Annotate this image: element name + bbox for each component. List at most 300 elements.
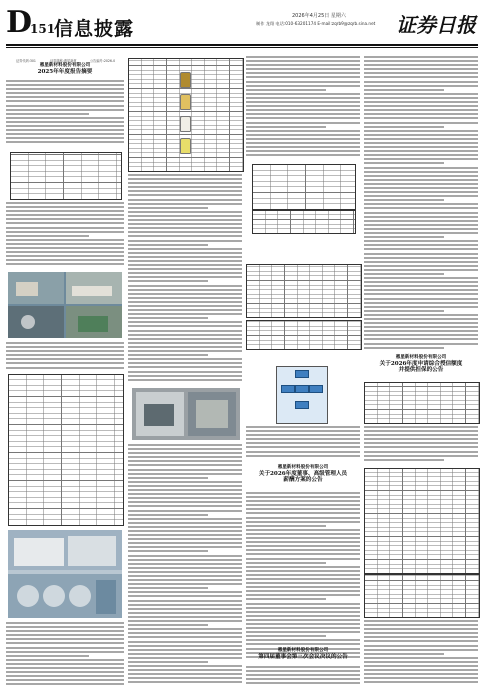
- text-line: [128, 489, 242, 491]
- text-line: [364, 334, 478, 336]
- body-text: [246, 426, 360, 459]
- text-line: [128, 366, 242, 368]
- text-line: [6, 255, 124, 257]
- text-line: [364, 269, 478, 271]
- text-line: [364, 669, 478, 671]
- text-line: [6, 141, 124, 143]
- text-line: [364, 68, 478, 70]
- text-line: [246, 590, 360, 592]
- text-line: [6, 346, 124, 348]
- text-line: [246, 130, 360, 132]
- text-line: [364, 187, 478, 189]
- text-line: [364, 281, 478, 283]
- text-line: [128, 628, 242, 630]
- text-line: [364, 273, 444, 275]
- shareholder-table: [246, 320, 362, 350]
- text-line: [6, 84, 124, 86]
- text-line: [246, 594, 360, 596]
- text-line: [246, 68, 360, 70]
- text-line: [128, 510, 242, 512]
- text-line: [364, 253, 478, 255]
- text-line: [6, 117, 124, 119]
- text-line: [246, 666, 360, 668]
- text-line: [128, 608, 242, 610]
- text-line: [364, 122, 478, 124]
- stock-abbr: 证券简称:惠星新材: [50, 59, 77, 63]
- text-line: [364, 232, 478, 234]
- text-line: [364, 338, 478, 340]
- text-line: [246, 635, 326, 637]
- notice-title-line1: 关于2026年度董事、高级管理人员: [258, 471, 348, 477]
- text-line: [364, 314, 478, 316]
- text-line: [128, 632, 242, 634]
- text-line: [246, 97, 360, 99]
- text-line: [364, 302, 478, 304]
- text-line: [246, 643, 360, 645]
- diagram-node: [309, 385, 323, 393]
- text-line: [128, 579, 242, 581]
- text-line: [246, 430, 360, 432]
- text-line: [246, 451, 360, 453]
- text-line: [128, 215, 242, 217]
- text-line: [6, 231, 124, 233]
- text-line: [364, 85, 478, 87]
- text-line: [246, 138, 360, 140]
- text-line: [128, 587, 208, 589]
- text-line: [128, 342, 242, 344]
- text-line: [6, 121, 124, 123]
- text-line: [6, 655, 89, 657]
- text-line: [6, 227, 124, 229]
- text-line: [364, 306, 478, 308]
- text-line: [128, 362, 242, 364]
- text-line: [6, 137, 124, 139]
- company-name: 惠星新材料股份有限公司: [39, 63, 91, 68]
- text-line: [246, 109, 360, 111]
- text-line: [128, 190, 242, 192]
- text-line: [246, 562, 326, 564]
- text-line: [246, 442, 360, 444]
- text-line: [128, 252, 242, 254]
- text-line: [364, 318, 478, 320]
- text-line: [6, 133, 124, 135]
- text-line: [246, 113, 360, 115]
- body-text: [364, 426, 478, 463]
- text-line: [128, 563, 242, 565]
- body-text: [246, 56, 360, 158]
- text-line: [128, 248, 242, 250]
- text-line: [6, 626, 124, 628]
- text-line: [364, 277, 478, 279]
- text-line: [6, 88, 124, 90]
- text-line: [364, 195, 478, 197]
- text-line: [128, 346, 242, 348]
- text-line: [364, 347, 444, 349]
- text-line: [246, 525, 326, 527]
- text-line: [246, 81, 360, 83]
- text-line: [364, 343, 478, 345]
- body-text: [246, 666, 360, 686]
- text-line: [128, 448, 242, 450]
- text-line: [364, 330, 478, 332]
- text-line: [128, 452, 242, 454]
- text-line: [128, 354, 208, 356]
- text-line: [364, 624, 478, 626]
- text-line: [6, 622, 124, 624]
- text-line: [246, 553, 360, 555]
- text-line: [246, 93, 360, 95]
- text-line: [364, 261, 478, 263]
- text-line: [246, 146, 360, 148]
- text-line: [128, 612, 242, 614]
- text-line: [364, 101, 478, 103]
- text-line: [364, 183, 478, 185]
- text-line: [364, 681, 478, 683]
- text-line: [364, 645, 478, 647]
- text-line: [128, 493, 242, 495]
- text-line: [6, 358, 124, 360]
- text-line: [364, 117, 478, 119]
- text-line: [246, 438, 360, 440]
- text-line: [6, 113, 89, 115]
- body-text: [246, 492, 360, 660]
- text-line: [364, 76, 478, 78]
- text-line: [364, 154, 478, 156]
- text-line: [128, 681, 242, 683]
- text-line: [128, 542, 242, 544]
- page-number: 151: [30, 22, 56, 36]
- text-line: [128, 330, 242, 332]
- text-line: [246, 611, 360, 613]
- text-line: [246, 670, 360, 672]
- text-line: [128, 636, 242, 638]
- text-line: [6, 642, 124, 644]
- diagram-node: [295, 370, 309, 378]
- text-line: [6, 80, 124, 82]
- text-line: [364, 426, 478, 428]
- text-line: [128, 305, 242, 307]
- text-line: [364, 175, 478, 177]
- brand-logo: 证券日报: [396, 13, 476, 37]
- text-line: [128, 199, 242, 201]
- body-text: [364, 56, 478, 351]
- text-line: [364, 322, 478, 324]
- text-line: [6, 667, 124, 669]
- diagram-node: [295, 385, 309, 393]
- text-line: [6, 350, 124, 352]
- text-line: [128, 297, 242, 299]
- text-line: [128, 657, 242, 659]
- text-line: [246, 154, 360, 156]
- text-line: [246, 627, 360, 629]
- text-line: [246, 619, 360, 621]
- text-line: [364, 326, 478, 328]
- text-line: [128, 268, 242, 270]
- text-line: [6, 675, 124, 677]
- company-name: 惠星新材料股份有限公司: [277, 465, 329, 470]
- text-line: [364, 142, 478, 144]
- text-line: [364, 138, 478, 140]
- text-line: [364, 446, 478, 448]
- body-text: [6, 342, 124, 371]
- text-line: [246, 512, 360, 514]
- text-line: [6, 342, 124, 344]
- text-line: [128, 559, 242, 561]
- text-line: [128, 518, 242, 520]
- text-line: [128, 661, 208, 663]
- text-line: [128, 649, 242, 651]
- column-1: [6, 52, 124, 692]
- notice-title-line2: 薪酬方案的公告: [283, 477, 323, 483]
- text-line: [128, 350, 242, 352]
- text-line: [128, 207, 208, 209]
- text-line: [364, 207, 478, 209]
- body-text: [364, 620, 478, 686]
- text-line: [246, 586, 360, 588]
- text-line: [128, 534, 242, 536]
- page-letter: D: [6, 5, 33, 40]
- text-line: [128, 358, 242, 360]
- text-line: [364, 257, 478, 259]
- text-line: [128, 538, 242, 540]
- text-line: [6, 239, 124, 241]
- text-line: [128, 575, 242, 577]
- text-line: [128, 371, 242, 373]
- text-line: [364, 293, 478, 295]
- text-line: [128, 555, 242, 557]
- board-resolution-heading: [246, 648, 360, 660]
- report-title: 2025年年度报告摘要: [37, 69, 93, 75]
- text-line: [246, 150, 360, 152]
- text-line: [128, 321, 242, 323]
- text-line: [128, 211, 242, 213]
- text-line: [6, 362, 124, 364]
- text-line: [364, 56, 478, 58]
- text-line: [246, 56, 360, 58]
- text-line: [6, 105, 124, 107]
- text-line: [364, 236, 444, 238]
- text-line: [364, 162, 444, 164]
- text-line: [6, 206, 124, 208]
- text-line: [246, 623, 360, 625]
- text-line: [246, 89, 326, 91]
- text-line: [246, 631, 360, 633]
- masthead: [6, 4, 478, 44]
- text-line: [364, 265, 478, 267]
- text-line: [246, 545, 360, 547]
- text-line: [128, 301, 242, 303]
- text-line: [6, 651, 124, 653]
- text-line: [364, 640, 478, 642]
- text-line: [246, 678, 360, 680]
- text-line: [128, 645, 242, 647]
- text-line: [128, 182, 242, 184]
- text-line: [364, 677, 478, 679]
- notice-title: 第四届董事会第三次会议决议的公告: [258, 654, 348, 660]
- text-line: [128, 530, 242, 532]
- text-line: [246, 434, 360, 436]
- text-line: [128, 469, 242, 471]
- text-line: [364, 158, 478, 160]
- text-line: [364, 430, 478, 432]
- text-line: [128, 186, 242, 188]
- text-line: [364, 109, 478, 111]
- text-line: [246, 558, 360, 560]
- text-line: [6, 222, 124, 224]
- text-line: [364, 451, 478, 453]
- text-line: [246, 508, 360, 510]
- text-line: [6, 92, 124, 94]
- text-line: [246, 126, 326, 128]
- text-line: [364, 442, 478, 444]
- data-table: [10, 152, 122, 200]
- text-line: [128, 260, 242, 262]
- credit-table: [364, 382, 480, 424]
- text-line: [128, 325, 242, 327]
- text-line: [364, 632, 478, 634]
- text-line: [6, 659, 124, 661]
- issue-date: 2026年4月25日 星期六: [292, 13, 346, 19]
- finance-table: [252, 210, 356, 234]
- text-line: [246, 122, 360, 124]
- text-line: [6, 679, 124, 681]
- text-line: [364, 179, 478, 181]
- text-line: [128, 641, 242, 643]
- text-line: [246, 500, 360, 502]
- text-line: [6, 235, 89, 237]
- text-line: [246, 615, 360, 617]
- text-line: [364, 220, 478, 222]
- text-line: [128, 604, 242, 606]
- body-text: [6, 80, 124, 146]
- body-text: [128, 174, 242, 383]
- text-line: [246, 537, 360, 539]
- text-line: [6, 638, 124, 640]
- product-table: [8, 374, 124, 526]
- text-line: [6, 125, 124, 127]
- text-line: [6, 263, 124, 265]
- text-line: [128, 583, 242, 585]
- text-line: [128, 464, 242, 466]
- text-line: [364, 649, 478, 651]
- text-line: [246, 578, 360, 580]
- text-line: [6, 100, 124, 102]
- text-line: [128, 456, 242, 458]
- text-line: [128, 194, 242, 196]
- text-line: [246, 60, 360, 62]
- text-line: [128, 317, 208, 319]
- text-line: [364, 224, 478, 226]
- text-line: [364, 72, 478, 74]
- text-line: [128, 276, 242, 278]
- text-line: [128, 244, 208, 246]
- text-line: [6, 259, 124, 261]
- diagram-node: [295, 401, 309, 409]
- text-line: [364, 216, 478, 218]
- text-line: [364, 126, 444, 128]
- text-line: [364, 653, 444, 655]
- text-line: [128, 497, 242, 499]
- text-line: [128, 379, 242, 381]
- text-line: [364, 60, 478, 62]
- text-line: [128, 309, 242, 311]
- shareholder-table: [246, 264, 362, 318]
- masthead-rule-thin: [6, 47, 478, 48]
- diagram-node: [281, 385, 295, 393]
- sample-vial-icon: [180, 72, 191, 88]
- text-line: [6, 251, 124, 253]
- text-line: [6, 367, 124, 369]
- text-line: [246, 529, 360, 531]
- text-line: [364, 89, 444, 91]
- text-line: [364, 310, 444, 312]
- text-line: [128, 338, 242, 340]
- text-line: [128, 624, 208, 626]
- text-line: [6, 683, 124, 685]
- column-2: [128, 52, 242, 692]
- text-line: [128, 600, 242, 602]
- text-line: [364, 636, 478, 638]
- text-line: [364, 285, 478, 287]
- text-line: [246, 574, 360, 576]
- text-line: [128, 289, 242, 291]
- text-line: [128, 481, 242, 483]
- text-line: [128, 591, 242, 593]
- text-line: [128, 653, 242, 655]
- text-line: [128, 375, 242, 377]
- text-line: [364, 130, 478, 132]
- text-line: [128, 669, 242, 671]
- text-line: [364, 620, 478, 622]
- sample-vial-icon: [180, 138, 191, 154]
- text-line: [128, 595, 242, 597]
- notice-title-line2: 并提供担保的公告: [398, 367, 444, 373]
- text-line: [364, 171, 478, 173]
- text-line: [364, 228, 478, 230]
- text-line: [364, 438, 478, 440]
- finance-table: [252, 164, 356, 210]
- text-line: [6, 663, 124, 665]
- text-line: [246, 504, 360, 506]
- text-line: [364, 105, 478, 107]
- text-line: [246, 521, 360, 523]
- text-line: [128, 505, 242, 507]
- text-line: [6, 247, 124, 249]
- sample-vial-icon: [180, 116, 191, 132]
- text-line: [6, 634, 124, 636]
- text-line: [128, 616, 242, 618]
- text-line: [128, 280, 208, 282]
- text-line: [128, 285, 242, 287]
- text-line: [128, 444, 242, 446]
- text-line: [128, 546, 242, 548]
- masthead-rule: [6, 44, 478, 46]
- guarantee-heading: [364, 355, 478, 373]
- company-name: 惠星新材料股份有限公司: [395, 355, 447, 360]
- text-line: [6, 243, 124, 245]
- text-line: [364, 455, 478, 457]
- text-line: [246, 682, 360, 684]
- text-line: [246, 549, 360, 551]
- text-line: [6, 129, 124, 131]
- notice-number: 公告编号:2026-0: [90, 59, 116, 63]
- text-line: [246, 603, 360, 605]
- text-line: [364, 199, 444, 201]
- factory-photo: [8, 272, 122, 338]
- text-line: [364, 203, 478, 205]
- text-line: [128, 522, 242, 524]
- text-line: [364, 289, 478, 291]
